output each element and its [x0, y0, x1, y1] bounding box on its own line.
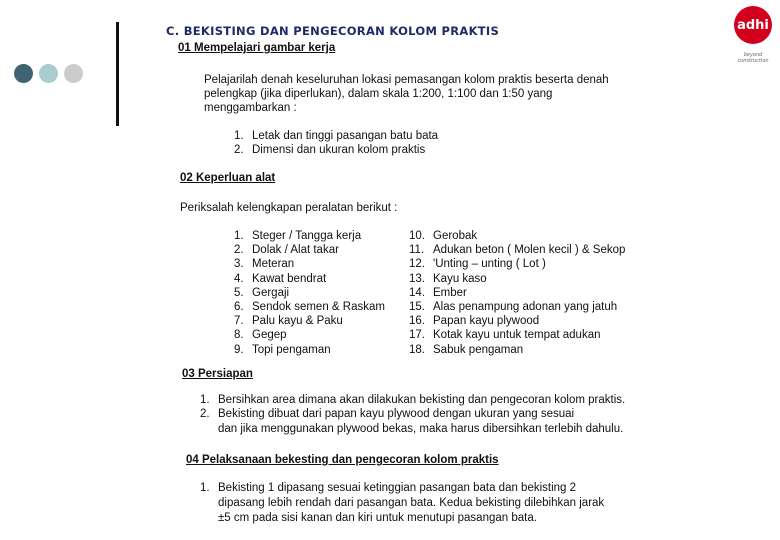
list-item: 1. Bekisting 1 dipasang sesuai ketinggian pasangan bata dan bekisting 2 [200, 482, 577, 494]
list-item: 13. Kayu kaso [409, 272, 487, 285]
list-item: 14. Ember [409, 286, 467, 299]
list-item: 4. Kawat bendrat [234, 272, 327, 285]
section4-item1-line3: ±5 cm pada sisi kanan dan kiri untuk menutupi pasangan bata. [218, 512, 537, 524]
list-item: 3. Meteran [234, 258, 295, 271]
section-heading-2: 02 Keperluan alat [180, 172, 276, 184]
section3-item2-line2: dan jika menggunakan plywood bekas, maka harus dibersihkan terlebih dahulu. [218, 423, 624, 435]
list-item: 18. Sabuk pengaman [409, 343, 524, 356]
slide-title: C. BEKISTING DAN PENGECORAN KOLOM PRAKTIS [166, 24, 500, 38]
section-heading-1: 01 Mempelajari gambar kerja [178, 42, 336, 54]
list-item: 2. Dolak / Alat takar [234, 244, 339, 257]
vertical-divider [116, 22, 119, 126]
section-heading-3: 03 Persiapan [182, 368, 253, 380]
section1-intro-line3: menggambarkan : [204, 102, 297, 114]
logo-mark: adhi [734, 6, 772, 44]
section-heading-4: 04 Pelaksanaan bekesting dan pengecoran kolom praktis [186, 454, 499, 466]
slide-decoration-dots [14, 64, 83, 83]
list-item: 11. Adukan beton ( Molen kecil ) & Sekop [409, 244, 626, 257]
list-item: 1. Bersihkan area dimana akan dilakukan bekisting dan pengecoran kolom praktis. [200, 394, 626, 406]
logo-tagline: beyond construction [737, 52, 769, 64]
company-logo [730, 6, 776, 64]
list-item: 16. Papan kayu plywood [409, 315, 540, 328]
dot-gray [64, 64, 83, 83]
section1-intro-line2: pelengkap (jika diperlukan), dalam skala 1:200, 1:100 dan 1:50 yang [204, 88, 553, 100]
list-item: 5. Gergaji [234, 286, 290, 299]
list-item: 6. Sendok semen & Raskam [234, 301, 385, 313]
list-item: 10. Gerobak [409, 230, 478, 242]
dot-dark [14, 64, 33, 83]
section4-item1-line2: dipasang lebih rendah dari pasangan bata. Kedua bekisting dilebihkan jarak [218, 497, 605, 509]
list-item: 17. Kotak kayu untuk tempat adukan [409, 329, 601, 342]
list-item: 7. Palu kayu & Paku [234, 315, 343, 328]
list-item: 12. 'Unting – unting ( Lot ) [409, 258, 546, 271]
list-item: 8. Gegep [234, 329, 287, 342]
list-item: 2. Dimensi dan ukuran kolom praktis [234, 144, 426, 156]
list-item: 15. Alas penampung adonan yang jatuh [409, 301, 618, 313]
section1-intro-line1: Pelajarilah denah keseluruhan lokasi pemasangan kolom praktis beserta denah [204, 74, 609, 86]
list-item: 1. Letak dan tinggi pasangan batu bata [234, 130, 439, 142]
list-item: 2. Bekisting dibuat dari papan kayu plywood dengan ukuran yang sesuai [200, 408, 575, 420]
list-item: 1. Steger / Tangga kerja [234, 230, 362, 242]
dot-light [39, 64, 58, 83]
section2-intro: Periksalah kelengkapan peralatan berikut : [180, 202, 398, 214]
list-item: 9. Topi pengaman [234, 343, 331, 356]
